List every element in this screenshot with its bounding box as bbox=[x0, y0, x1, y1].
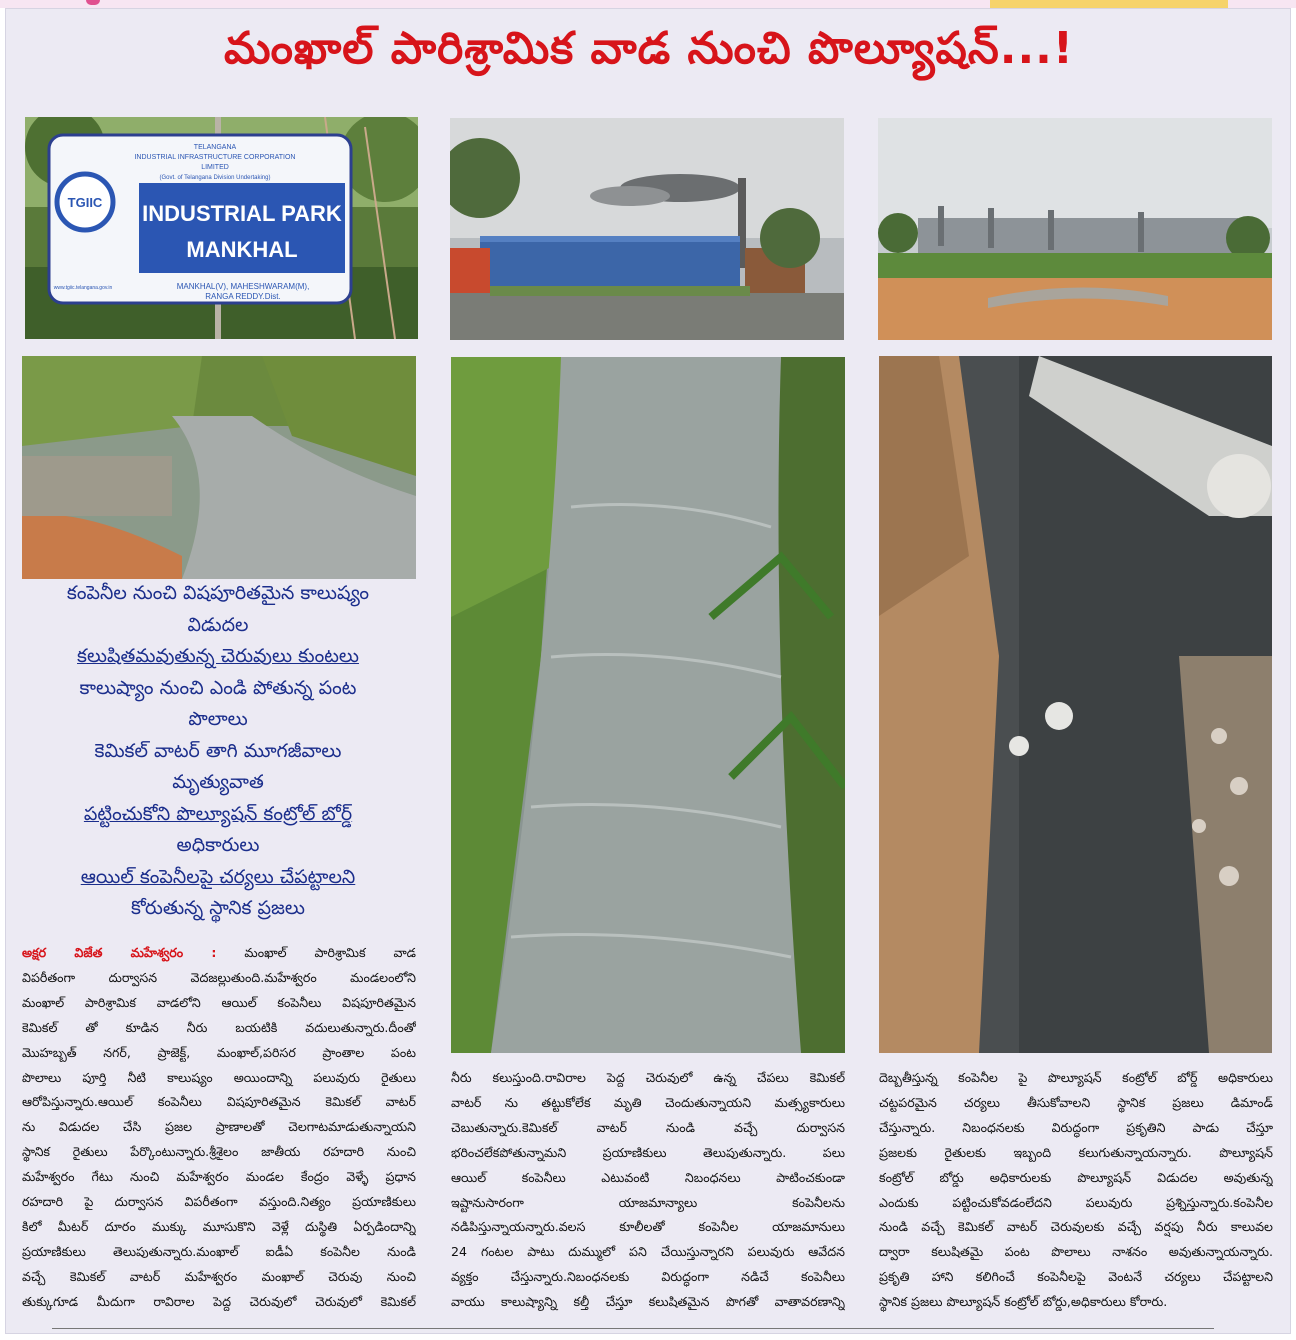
sub-headline-6: ఆయిల్ కంపెనీలపై చర్యలు చేపట్టాలని bbox=[80, 865, 356, 888]
body-col2-line: వ్యక్తం చేస్తున్నారు.నిబంధనలకు విరుద్ధంగా నడిచే కంపెనీలు bbox=[451, 1269, 845, 1285]
body-col1-line: ను విడుదల చేసి ప్రజల ప్రాణాలతో చెలగాటమాడుతున్నాయని bbox=[22, 1119, 416, 1135]
body-col2-line: ఇష్టానుసారంగా యాజమాన్యాలు కంపెనీలను bbox=[451, 1194, 845, 1210]
sub-headline-2: కలుషితమవుతున్న చెరువులు కుంటలు bbox=[77, 645, 359, 667]
body-col3-line: చేస్తున్నారు. నిబంధనలకు విరుద్ధంగా ప్రకృతిని పాడు చేస్తూ bbox=[879, 1119, 1273, 1135]
body-col1-line: విపరీతంగా దుర్వాసన వెదజల్లుతుంది.మహేశ్వరం మండలంలోని bbox=[22, 969, 416, 985]
sign-web: www.tgiic.telangana.gov.in bbox=[53, 285, 113, 291]
sign-corp-line2: INDUSTRIAL INFRASTRUCTURE CORPORATION bbox=[134, 154, 296, 161]
photo-industrial-site bbox=[878, 118, 1272, 340]
sub-headline-5: పట్టించుకోని పొల్యూషన్ కంట్రోల్ బోర్డ్ bbox=[83, 802, 353, 825]
body-column-3 bbox=[879, 1066, 1273, 1315]
body-col1-line: రహదారి పై దుర్వాసన విపరీతంగా వస్తుంది.నిత్యం ప్రయాణికులు bbox=[22, 1194, 416, 1210]
body-col1-line: మొహబ్బత్ నగర్, ప్రాజెక్ట్, మంఖాల్,పరిసర ప్రాంతాల పంట bbox=[22, 1044, 416, 1060]
sub-headlines bbox=[18, 578, 418, 925]
top-band bbox=[0, 0, 1296, 8]
sub-headline-1: కంపెనీల నుంచి విషపూరితమైన కాలుష్యం bbox=[66, 582, 370, 604]
body-col2-line: భరించలేకపోతున్నామని ప్రయాణికులు తెలుపుతున్నారు. పలు bbox=[451, 1144, 845, 1160]
sign-photo-svg bbox=[25, 117, 418, 339]
body-col1-line: కెమికల్ తో కూడిన నీరు బయటికి వదులుతున్నారు.దీంతో bbox=[22, 1019, 416, 1035]
sign-title2: MANKHAL bbox=[186, 237, 298, 262]
body-col1-first-line bbox=[22, 941, 416, 966]
body-col1-line: ప్రయాణికులు తెలుపుతున్నారు.మంఖాల్ ఐడీఏ కంపెనీల నుండి bbox=[22, 1243, 416, 1259]
body-col3-line: ప్రకృతి హాని కలిగించే కంపెనీలపై వెంటనే చర్యలు చేపట్టాలని bbox=[879, 1269, 1273, 1285]
body-col1-line: మంఖాల్ పారిశ్రామిక వాడలోని ఆయిల్ కంపెనీలు విషపూరితమైన bbox=[22, 994, 416, 1010]
sub-headline-4b: మృత్యువాత bbox=[172, 771, 264, 793]
body-col3-line: కంట్రోల్ బోర్డు అధికారులకు పొల్యూషన్ విడుదల అవుతున్న bbox=[879, 1169, 1273, 1185]
body-col1-lead: మంఖాల్ పారిశ్రామిక వాడ bbox=[244, 945, 416, 960]
body-col2-line: చెబుతున్నారు.కెమికల్ వాటర్ నుండి వచ్చే దుర్వాసన bbox=[451, 1119, 845, 1135]
top-band-pink-mark bbox=[86, 0, 100, 5]
sub-headline-5b: అధికారులు bbox=[176, 834, 260, 856]
sub-headline-3b: పొలాలు bbox=[188, 708, 248, 730]
sign-corp-line4: (Govt. of Telangana Division Undertaking) bbox=[159, 175, 271, 181]
body-col1-line: స్థానిక రైతులు పేర్కొంటున్నారు.శ్రీశైలం జాతీయ రహదారి నుంచి bbox=[22, 1144, 416, 1160]
sub-headline-6b: కోరుతున్న స్థానిక ప్రజలు bbox=[131, 897, 305, 919]
bottom-rule bbox=[52, 1328, 1214, 1329]
body-col1-line: తుక్కుగూడ మీదుగా రావిరాల పెద్ద చెరువులో చెరువులో కెమికల్ bbox=[22, 1293, 416, 1309]
sign-addr2: RANGA REDDY.Dist. bbox=[205, 292, 281, 301]
sign-logo-text: TGIIC bbox=[67, 195, 103, 210]
site-photo-svg bbox=[878, 118, 1272, 340]
body-col2-line: నడిపిస్తున్నాయన్నారు.వలస కూలీలతో కంపెనీల యాజమానులు bbox=[451, 1219, 845, 1235]
body-col2-line: వాటర్ ను తట్టుకోలేక మృతి చెందుతున్నాయని మత్స్యకారులు bbox=[451, 1094, 845, 1110]
body-col2-line: 24 గంటల పాటు దుమ్ములో పని చేయిస్తున్నారని పలువురు ఆవేదన bbox=[451, 1244, 845, 1260]
body-col3-line: దెబ్బతీస్తున్న కంపెనీల పై పొల్యూషన్ కంట్రోల్ బోర్డ్ అధికారులు bbox=[879, 1070, 1273, 1085]
body-col3-line: ఎందుకు పట్టించుకోవడంలేదని పలువురు ప్రశ్నిస్తున్నారు.కంపెనీల bbox=[879, 1194, 1273, 1210]
photo-chemical-canal bbox=[451, 357, 845, 1053]
dateline: అక్షర విజేత మహేశ్వరం : bbox=[22, 945, 217, 960]
body-col2-line: వాయు కాలుష్యాన్ని కల్తీ చేస్తూ కలుషితమైన పొగతో వాతావరణాన్ని bbox=[451, 1294, 845, 1310]
photo-pipe-outlet bbox=[879, 356, 1272, 1053]
photo-factory-chimney bbox=[450, 118, 844, 340]
pipe-photo-svg bbox=[879, 356, 1272, 1053]
headline: మంఖాల్ పారిశ్రామిక వాడ నుంచి పొల్యూషన్...! bbox=[224, 23, 1074, 74]
body-column-1 bbox=[22, 941, 416, 1315]
factory-photo-svg bbox=[450, 118, 844, 340]
body-col3-line: చట్టపరమైన చర్యలు తీసుకోవాలని స్థానిక ప్రజలు డిమాండ్ bbox=[879, 1094, 1273, 1110]
photo-polluted-stream bbox=[22, 356, 416, 579]
sign-corp-line3: LIMITED bbox=[201, 164, 229, 171]
body-col1-line: కిలో మీటర్ దూరం ముక్కు మూసుకొని వెళ్లే దుస్థితి ఏర్పడిందాన్ని bbox=[22, 1218, 416, 1234]
canal-photo-svg bbox=[451, 357, 845, 1053]
body-col1-line: మహేశ్వరం గేటు నుంచి మహేశ్వరం మండల కేంద్రం వెళ్ళే ప్రధాన bbox=[22, 1169, 416, 1185]
body-col3-line: ప్రజలకు రైతులకు ఇబ్బంది కలుగుతున్నాయన్నారు. పొల్యూషన్ bbox=[879, 1144, 1273, 1160]
body-col3-line: స్థానిక ప్రజలు పొల్యూషన్ కంట్రోల్ బోర్డు,అధికారులు కోరారు. bbox=[879, 1294, 1168, 1310]
stream-photo-svg bbox=[22, 356, 416, 579]
sub-headline-1b: విడుదల bbox=[187, 613, 249, 636]
body-column-2 bbox=[451, 1066, 845, 1315]
body-col1-line: పొలాలు పూర్తి నీటి కాలుష్యం అయిందాన్ని పలువురు రైతులు bbox=[22, 1069, 416, 1085]
body-col2-line: ఆయిల్ కంపెనీలు ఎటువంటి నిబంధనలు పాటించకుండా bbox=[451, 1169, 845, 1185]
body-col3-line: నుండి వచ్చే కెమికల్ వాటర్ చెరువులకు వచ్చే వర్షపు నీరు కాలువల bbox=[879, 1219, 1273, 1235]
sign-title1: INDUSTRIAL PARK bbox=[142, 201, 342, 226]
photo-industrial-park-sign bbox=[25, 117, 418, 339]
body-col2-line: నీరు కలుస్తుంది.రావిరాల పెద్ద చెరువులో ఉన్న చేపలు కెమికల్ bbox=[451, 1070, 845, 1085]
top-band-yellow-strip bbox=[990, 0, 1228, 8]
sign-corp-line1: TELANGANA bbox=[193, 144, 237, 151]
body-col1-line: ఆరోపిస్తున్నారు.ఆయిల్ కంపెనీలు విషపూరితమైన కెమికల్ వాటర్ bbox=[22, 1094, 416, 1110]
body-col3-line: ద్వారా కలుషితమై పంట పొలాలు నాశనం అవుతున్నాయన్నారు. bbox=[879, 1244, 1273, 1260]
body-col1-line: వచ్చే కెమికల్ వాటర్ మహేశ్వరం మంఖాల్ చెరువు నుంచి bbox=[22, 1268, 416, 1284]
sub-headline-4: కెమికల్ వాటర్ తాగి మూగజీవాలు bbox=[94, 739, 342, 762]
sub-headline-3: కాలుష్యాం నుంచి ఎండి పోతున్న పంట bbox=[79, 676, 357, 699]
sign-addr1: MANKHAL(V), MAHESHWARAM(M), bbox=[176, 282, 310, 291]
